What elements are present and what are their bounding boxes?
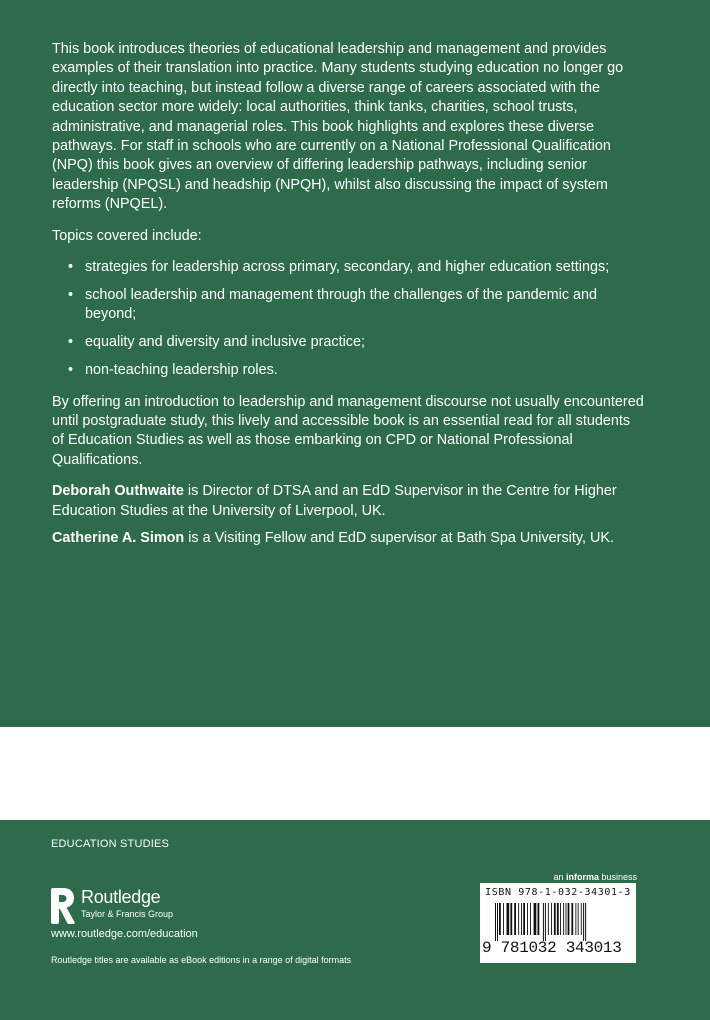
barcode-bar [497,903,498,941]
publisher-name: Routledge [81,887,161,907]
list-item [52,258,646,277]
barcode-bar [571,903,573,935]
informa-suffix: business [598,872,637,882]
barcode-bar [518,903,519,935]
routledge-r-icon [50,887,76,925]
informa-tagline [553,872,637,882]
informa-prefix: an [553,872,566,882]
blurb-closing-paragraph: By offering an introduction to leadership and management discourse not usually encountered until postgraduate study, this lively and accessible book is an essential read for all students of Education Studies as well as those embarking on CPD or National Professional Qualifications. [52,393,644,468]
barcode-bar [548,903,549,935]
barcode-bar [551,903,552,935]
barcode-bar [534,903,537,935]
topic-text: equality and diversity and inclusive practice; [85,334,365,351]
barcode-bar [527,903,528,935]
bullet: • [68,362,74,379]
series-label: EDUCATION STUDIES [51,838,170,850]
barcode-bar [585,903,586,941]
barcode-bar [507,903,510,935]
barcode-bar [523,903,525,935]
list-item [52,286,646,325]
topics-intro: Topics covered include: [52,227,202,244]
barcode-bar [575,903,576,935]
barcode-bar [521,903,522,935]
barcode-bar [566,903,567,935]
list-item [52,361,646,380]
barcode-bar [581,903,582,935]
author-description: is Director of DTSA and an EdD Supervisor in the Centre for Higher Education Studies at the University of Liverpool, UK. [52,483,617,519]
barcode-bar [554,903,556,935]
topic-text: non-teaching leadership roles. [85,362,278,379]
barcode-bar [530,903,531,935]
barcode-bar [503,903,504,935]
publisher-group: Taylor & Francis Group [81,909,174,919]
topic-text: school leadership and management through the challenges of the pandemic and beyond; [85,286,598,323]
barcode-bar [495,903,496,941]
topic-text: strategies for leadership across primary, secondary, and higher education settings; [85,259,610,276]
barcode-bar [510,903,512,935]
barcode-bar [543,903,544,941]
publisher-logo [50,887,173,925]
barcode-bar [563,903,564,935]
barcode-bar [514,903,516,935]
barcode-bar [568,903,570,935]
isbn-label: ISBN 978-1-032-34301-3 [485,887,631,898]
author-name: Deborah Outhwaite [52,483,184,500]
topics-list [52,258,646,381]
list-item [52,333,646,352]
bullet: • [68,259,74,276]
isbn-barcode [480,883,636,963]
barcode-bar [545,903,546,941]
author-bios [52,482,646,548]
bullet: • [68,334,74,351]
author-bio [52,482,646,521]
barcode-bar [499,903,501,935]
publisher-url: www.routledge.com/education [51,928,198,940]
barcode-bar [560,903,561,935]
author-name: Catherine A. Simon [52,530,185,547]
publisher-wordmark [81,887,173,920]
author-bio [52,529,646,548]
book-blurb [52,40,646,556]
barcode-bar [578,903,579,935]
blurb-intro-paragraph: This book introduces theories of educational leadership and management and provides examples of their translation into practice. Many students studying education no longer go directly into teaching, but instead follow a diverse range of careers associated with the education sector more widely: local authorities, think tanks, charities, school trusts, administrative, and managerial roles. This book highlights and explores these diverse pathways. For staff in schools who are currently on a National Professional Qualification (NPQ) this book gives an overview of differing leadership pathways, including senior leadership (NPQSL) and headship (NPQH), whilst also discussing the impact of system reforms (NPQEL). [52,41,624,213]
bullet: • [68,286,74,303]
ebook-note: Routledge titles are available as eBook editions in a range of digital formats [51,955,352,965]
barcode-bars [483,903,633,941]
informa-brand: informa [565,872,599,882]
barcode-digits: 9 781032 343013 [482,939,622,957]
author-description: is a Visiting Fellow and EdD supervisor at Bath Spa University, UK. [184,530,614,547]
barcode-bar [557,903,559,935]
barcode-bar [583,903,584,941]
barcode-bar [538,903,540,935]
